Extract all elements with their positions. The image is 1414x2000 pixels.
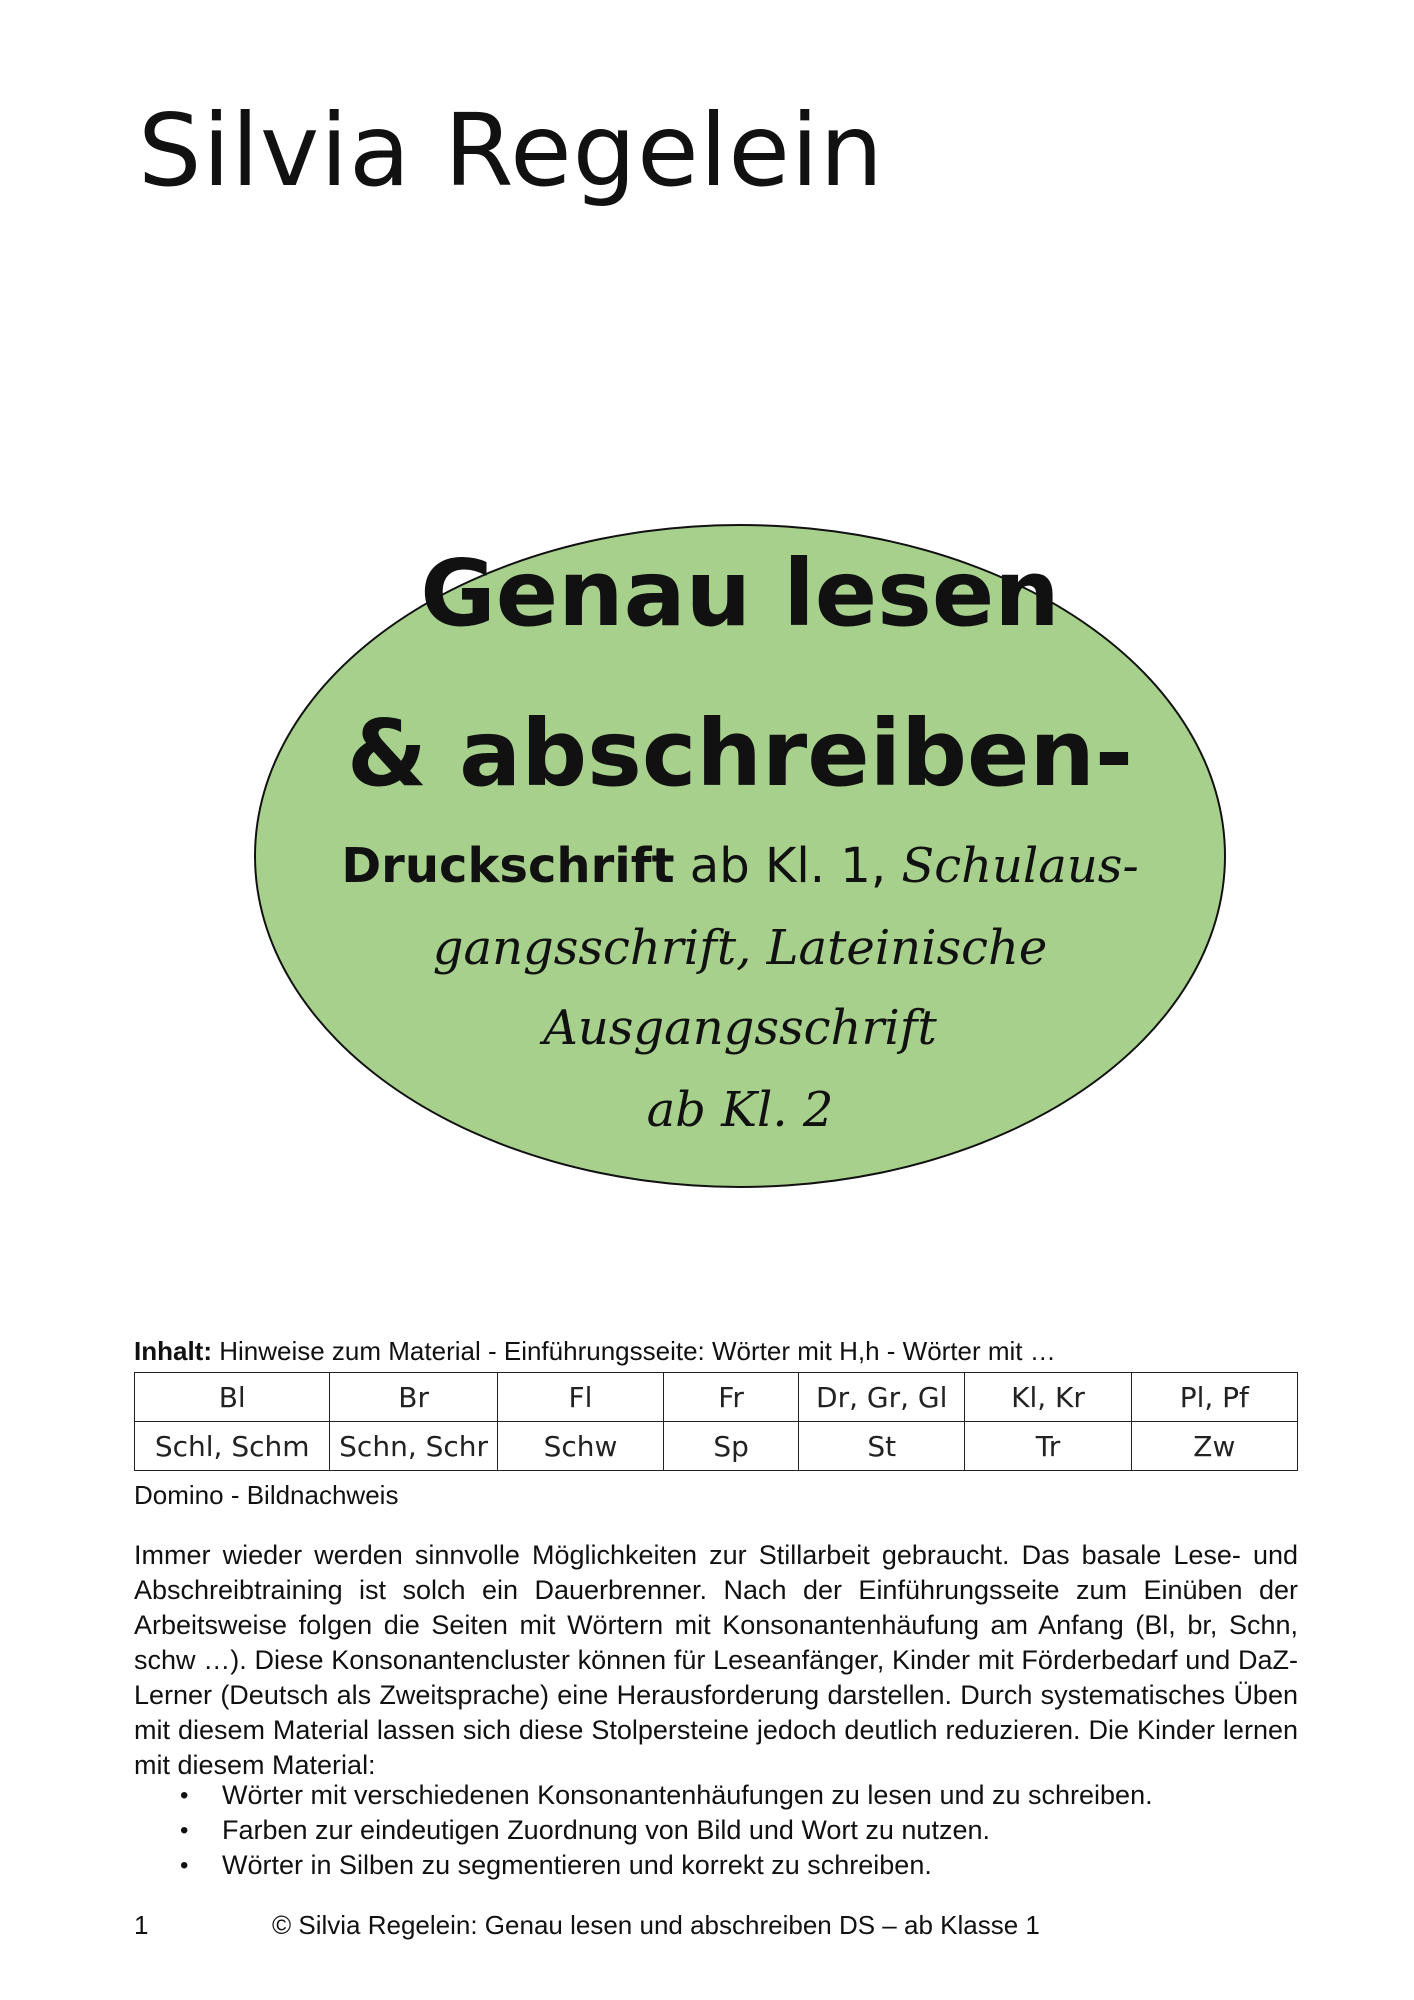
table-cell: Pl, Pf	[1131, 1373, 1297, 1422]
table-cell: Sp	[664, 1422, 799, 1471]
table-cell: Kl, Kr	[965, 1373, 1131, 1422]
table-cell: St	[799, 1422, 965, 1471]
table-cell: Dr, Gr, Gl	[799, 1373, 965, 1422]
table-row	[135, 1373, 1298, 1422]
subtitle-line-1	[254, 838, 1226, 894]
subtitle-bold: Druckschrift	[341, 838, 675, 894]
list-item: • Farben zur eindeutigen Zuordnung von Bild und Wort zu nutzen.	[180, 1813, 1153, 1848]
letter-cluster-table	[134, 1372, 1298, 1471]
table-cell: Schw	[497, 1422, 663, 1471]
bullet-list	[180, 1778, 1153, 1883]
description-text: Immer wieder werden sinnvolle Möglichkeiten zur Stillarbeit gebraucht. Das basale Lese- und Abschreibtraining ist solch ein Dauerbrenner. Nach der Einführungsseite zum Einüben der Arbeitsweise folgen die Seiten mit Wörtern mit Konsonantenhäufung am Anfang (Bl, br, Schn, schw …). Diese Konsonantencluster können für Leseanfänger, Kinder mit Förderbedarf und DaZ-Lerner (Deutsch als Zweitsprache) eine Herausforderung darstellen. Durch systematisches Üben mit diesem Material lassen sich diese Stolpersteine jedoch deutlich reduzieren. Die Kinder lernen mit diesem Material:	[134, 1540, 1298, 1780]
page-number: 1	[134, 1910, 149, 1940]
table-row	[135, 1422, 1298, 1471]
author-name: Silvia Regelein	[138, 92, 885, 209]
subtitle-line-3: Ausgangsschrift	[543, 1000, 937, 1056]
contents-text: Hinweise zum Material - Einführungsseite: Wörter mit H,h - Wörter mit …	[212, 1336, 1056, 1366]
table-cell: Fr	[664, 1373, 799, 1422]
contents-after: Domino - Bildnachweis	[134, 1480, 399, 1510]
contents-label: Inhalt:	[134, 1336, 212, 1366]
table-cell: Tr	[965, 1422, 1131, 1471]
subtitle-italic: Schulaus-	[901, 838, 1139, 894]
title-line-2: & abschreiben-	[346, 700, 1134, 807]
footer-copyright: © Silvia Regelein: Genau lesen und abschreiben DS – ab Klasse 1	[272, 1910, 1040, 1940]
table-cell: Br	[330, 1373, 497, 1422]
description-paragraph	[134, 1538, 1298, 1783]
table-cell: Schl, Schm	[135, 1422, 330, 1471]
table-cell: Bl	[135, 1373, 330, 1422]
list-item: • Wörter in Silben zu segmentieren und korrekt zu schreiben.	[180, 1848, 1153, 1883]
title-line-1: Genau lesen	[420, 540, 1060, 647]
table-cell: Schn, Schr	[330, 1422, 497, 1471]
list-item: • Wörter mit verschiedenen Konsonantenhäufungen zu lesen und zu schreiben.	[180, 1778, 1153, 1813]
subtitle-line-4: ab Kl. 2	[646, 1082, 834, 1138]
contents-line	[134, 1336, 1056, 1367]
subtitle-line-2: gangsschrift, Lateinische	[432, 920, 1048, 976]
table-cell: Fl	[497, 1373, 663, 1422]
table-cell: Zw	[1131, 1422, 1297, 1471]
subtitle-normal: ab Kl. 1,	[674, 838, 902, 894]
